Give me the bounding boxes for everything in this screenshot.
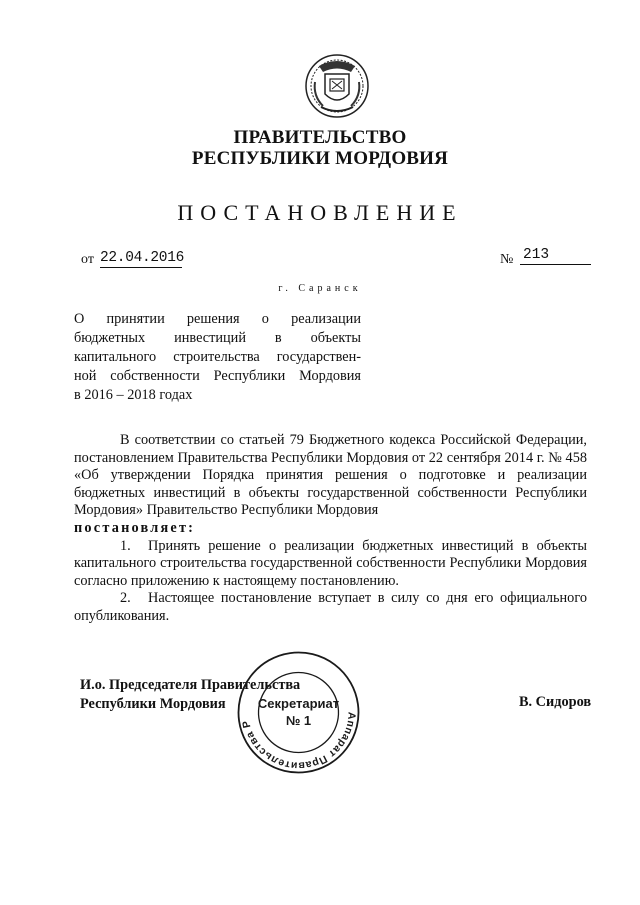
subject-line: О принятии решения о реализации xyxy=(74,311,361,327)
date-prefix: от xyxy=(81,252,94,267)
stamp-center-line1: Секретариат xyxy=(257,696,340,711)
body-intro: В соответствии со статьей 79 Бюджетного кодекса Российской Федерации, постановлением Правительства Республики Мордовия от 22 сентября 2014 г. № 458 «Об утверждении Порядка принятия решения о подготовке и реализации бюджетных инвестиций в объекты государственной собственности Республики Мордовия» Правительство Республики Мордовия xyxy=(74,432,587,519)
subject-line: капитального строительства государствен- xyxy=(74,349,361,365)
subject-line: в 2016 – 2018 годах xyxy=(74,387,193,403)
document-number: 213 xyxy=(520,247,591,265)
signatory-name: В. Сидоров xyxy=(519,694,592,710)
subject-line: ной собственности Республики Мордовия xyxy=(74,368,361,384)
item-number: 1. xyxy=(120,537,131,554)
document-type: ПОСТАНОВЛЕНИЕ xyxy=(177,200,463,225)
position-line: Республики Мордовия xyxy=(80,696,226,712)
item-text: Настоящее постановление вступает в силу со дня его официального опубликования. xyxy=(74,590,587,624)
resolution-item-1 xyxy=(74,538,587,591)
government-title-line2: РЕСПУБЛИКИ МОРДОВИЯ xyxy=(191,148,449,169)
stamp-ring-text: Аппарат Правительства Республики xyxy=(240,711,358,772)
coat-of-arms-icon xyxy=(303,52,371,120)
official-stamp xyxy=(236,650,361,775)
document-subject xyxy=(74,310,361,405)
item-number: 2. xyxy=(120,590,131,607)
document-date: 22.04.2016 xyxy=(100,250,185,266)
subject-line: бюджетных инвестиций в объекты xyxy=(74,330,361,346)
government-title-line1: ПРАВИТЕЛЬСТВО xyxy=(233,127,407,148)
resolves-word: постановляет: xyxy=(74,519,196,536)
number-label: № xyxy=(500,252,514,267)
resolution-item-2 xyxy=(74,590,587,625)
item-text: Принять решение о реализации бюджетных инвестиций в объекты капитального строительства государственной собственности Республики Мордовия согласно приложению к настоящему постановлению. xyxy=(74,537,587,589)
document-body xyxy=(74,432,587,626)
city: г. Саранск xyxy=(278,283,362,294)
position-line: И.о. Председателя Правительства xyxy=(80,677,301,693)
stamp-center-line2: № 1 xyxy=(285,713,312,728)
